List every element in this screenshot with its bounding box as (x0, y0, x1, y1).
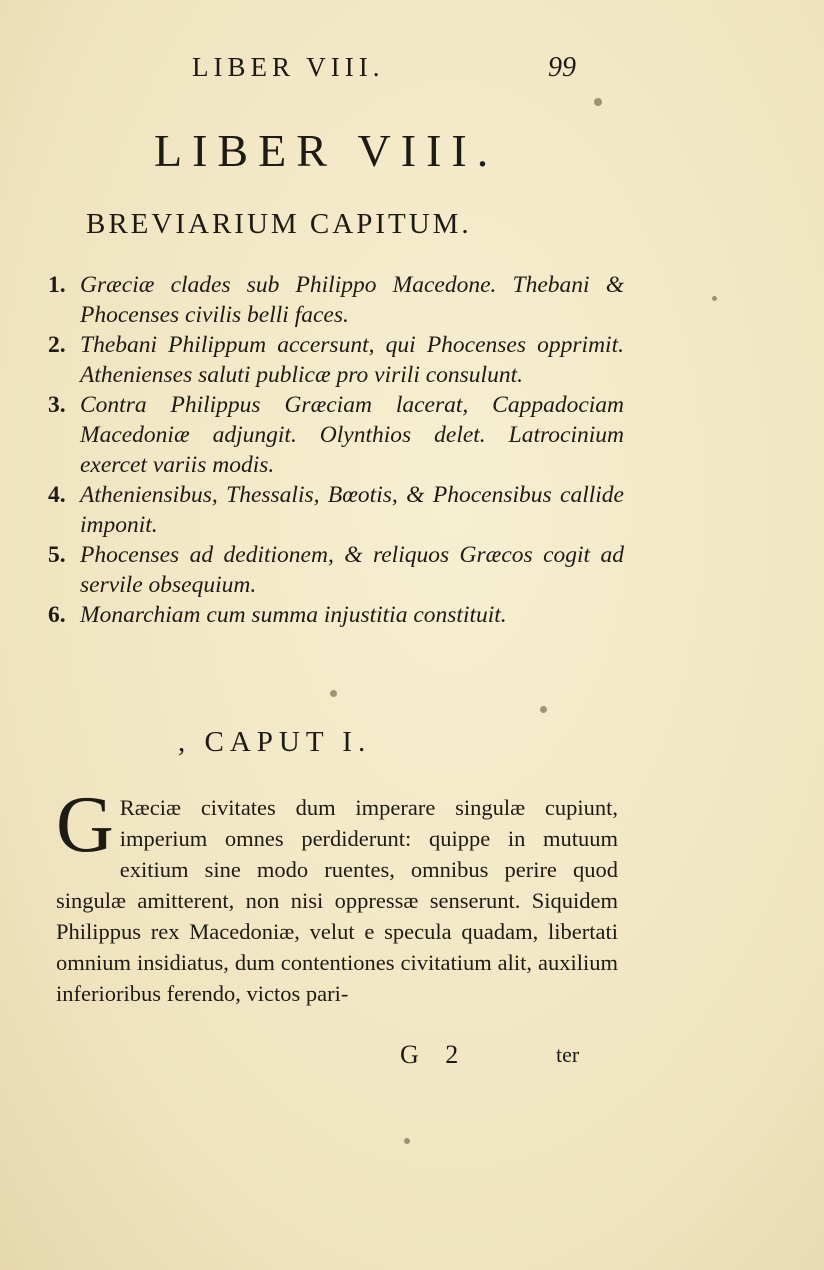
body-paragraph (56, 781, 618, 1009)
book-title: LIBER VIII. (154, 125, 499, 176)
chapter-summary-text: Thebani Philippum accersunt, qui Phocenses opprimit. Athenienses saluti publicæ pro virili consulunt. (80, 332, 624, 388)
chapter-summary-text: Græciæ clades sub Philippo Macedone. Thebani & Phocenses civilis belli faces. (80, 272, 624, 328)
signature-mark: G 2 (400, 1040, 469, 1069)
ink-spot (404, 1138, 410, 1144)
summary-heading: BREVIARIUM CAPITUM. (86, 208, 472, 240)
chapter-number: 4. (48, 482, 66, 508)
chapter-summary-text: Phocenses ad deditionem, & reliquos Græcos cogit ad servile obsequium. (80, 542, 624, 598)
chapter-number: 1. (48, 272, 66, 298)
chapter-summary-item (44, 600, 624, 630)
body-text: Ræciæ civitates dum imperare singulæ cupiunt, imperium omnes perdiderunt: quippe in mutuum exitium sine modo ruentes, omnibus perire quod singulæ amitterent, non nisi oppressæ senserunt. Siquidem Philippus rex Macedoniæ, velut e specula quadam, libertati omnium insidiatus, dum contentiones civitatium alit, auxilium inferioribus ferendo, victos pari- (56, 795, 618, 1006)
ink-spot (330, 690, 337, 697)
chapter-heading: , CAPUT I. (178, 726, 372, 758)
chapter-summary-text: Atheniensibus, Thessalis, Bœotis, & Phocensibus callide imponit. (80, 482, 624, 538)
chapter-number: 3. (48, 392, 66, 418)
ink-spot (594, 98, 602, 106)
drop-cap: G (56, 781, 114, 869)
chapter-summary-item (44, 480, 624, 540)
chapter-summary-item (44, 540, 624, 600)
chapter-number: 6. (48, 602, 66, 628)
ink-spot (712, 296, 717, 301)
running-head: LIBER VIII. (192, 52, 385, 82)
ink-spot (540, 706, 547, 713)
chapter-summary-text: Monarchiam cum summa injustitia constituit. (80, 602, 507, 628)
chapter-summary-item (44, 270, 624, 330)
page-number: 99 (548, 52, 576, 83)
chapter-summary-text: Contra Philippus Græciam lacerat, Cappadociam Macedoniæ adjungit. Olynthios delet. Latrocinium exercet variis modis. (80, 392, 624, 478)
chapter-summary-list (44, 270, 624, 630)
chapter-number: 5. (48, 542, 66, 568)
catchword: ter (556, 1042, 580, 1067)
chapter-summary-item (44, 390, 624, 480)
chapter-number: 2. (48, 332, 66, 358)
chapter-summary-item (44, 330, 624, 390)
